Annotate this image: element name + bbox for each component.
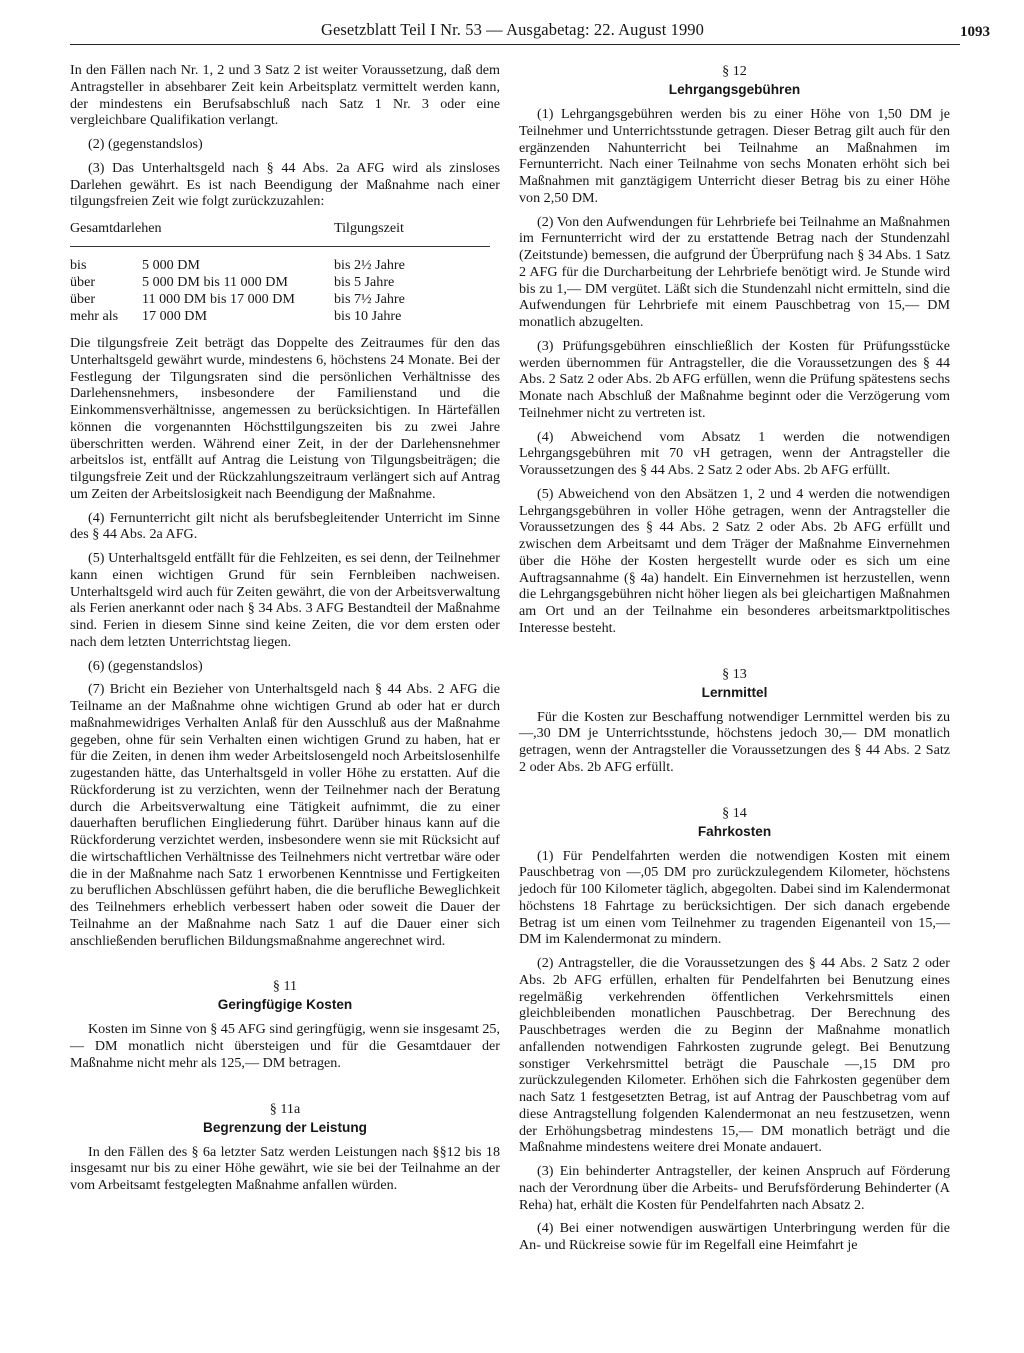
paragraph-3: (3) Das Unterhaltsgeld nach § 44 Abs. 2a AFG wird als zinsloses Darlehen gewährt. Es ist nach Beendigung der Maßnahme nach einer tilgungsfreien Zeit wie folgt zurückzuzahlen: — [70, 159, 500, 210]
page-number: 1093 — [960, 24, 990, 40]
table-cell-period: bis 2½ Jahre — [334, 257, 405, 273]
section-12-number: § 12 — [722, 63, 747, 79]
section-12-paragraph-1: (1) Lehrgangsgebühren werden bis zu einer Höhe von 1,50 DM je Teilnehmer und Unterrichtsstunde getragen. Dieser Betrag gilt auch für den ergänzenden Nahunterricht bei Teilnahme an Maßnahmen im Fernunterricht. Nach einer Teilnahme von sechs Monaten erhöht sich bei Maßnahmen mit ganztägigem Unterricht dieser Betrag bis zu einer Höhe von 2,50 DM. — [519, 106, 950, 206]
section-13-paragraph: Für die Kosten zur Beschaffung notwendiger Lernmittel werden bis zu —,30 DM je Unterrichtsstunde, höchstens jedoch 30,— DM monatlich getragen, wenn der Antragsteller die Voraussetzungen des § 44 Abs. 2 Satz 2 oder Abs. 2b AFG erfüllt. — [519, 708, 950, 775]
table-row — [70, 257, 500, 274]
table-cell-amount: 17 000 DM — [142, 308, 207, 324]
section-11a-title: Begrenzung der Leistung — [203, 1119, 367, 1135]
table-cell-qualifier: bis — [70, 257, 87, 273]
table-cell-qualifier: über — [70, 291, 96, 307]
section-12-paragraph-4: (4) Abweichend vom Absatz 1 werden die notwendigen Lehrgangsgebühren mit 70 vH getragen, wenn der Antragsteller die Voraussetzungen des § 44 Abs. 2 Satz 2 oder Abs. 2b AFG erfüllt. — [519, 428, 950, 478]
section-13-number: § 13 — [722, 665, 747, 682]
table-row — [70, 274, 500, 291]
page-header — [70, 18, 990, 46]
section-14-paragraph-2: (2) Antragsteller, die die Voraussetzungen des § 44 Abs. 2 Satz 2 oder Abs. 2b AFG erfüllen, erhalten für Pendelfahrten bei Benutzung eines regelmäßig verkehrenden öffentlichen Verkehrsmittels einen gleichbleibenden monatlichen Pauschbetrag. Der Berechnung des Pauschbetrages werden die zu Beginn der Maßnahme monatlich anfallenden notwendigen Fahrkosten zugrunde gelegt. Bei Benutzung sonstiger Verkehrsmittel beträgt die Pauschale —,15 DM pro zurückzulegenden Kilometer. Erhöhen sich die Fahrkosten gegenüber dem nach Satz 1 festgesetzten Betrag, ist auf Antrag der Pauschbetrag vom auf diese Antragstellung folgenden Kalendermonat an neu festzusetzen, wenn der Erhöhungsbetrag mindestens 15,— DM monatlich beträgt und die Maßnahme mindestens weitere drei Monate andauert. — [519, 955, 950, 1156]
paragraph-continued: In den Fällen nach Nr. 1, 2 und 3 Satz 2 ist weiter Voraussetzung, daß dem Antragsteller in absehbarer Zeit kein Arbeitsplatz vermittelt werden kann, der mindestens ein Berufsabschluß nach Satz 1 Nr. 3 oder eine vergleichbare Qualifikation verlangt. — [70, 62, 500, 129]
left-column — [70, 62, 500, 1201]
table-cell-period: bis 5 Jahre — [334, 274, 395, 290]
paragraph-7: (7) Bricht ein Bezieher von Unterhaltsgeld nach § 44 Abs. 2 AFG die Teilname an der Maßnahme ohne wichtigen Grund ab oder hat er durch maßnahmewidriges Verhalten Anlaß für den Ausschluß aus der Maßnahme gegeben, ohne für sein Verhalten einen wichtigen Grund zu haben, hat er für die Zeiten, in denen ihm weder Arbeitslosengeld noch Arbeitslosenhilfe zugestanden hätte, das Unterhaltsgeld in voller Höhe zu erstatten. Auf die Rückforderung ist zu verzichten, wenn der Teilnehmer nach der Beratung durch die Arbeitsverwaltung eine Tätigkeit aufnimmt, die zu einer dauerhaften beruflichen Eingliederung führt. Darüber hinaus kann auf die Rückforderung verzichtet werden, insbesondere wenn sie mit Rücksicht auf die wirtschaftlichen Verhältnisse des Teilnehmers nicht vertretbar wäre oder die in der Maßnahme nach Satz 1 erworbenen Kenntnisse und Fertigkeiten zu beruflichen Abschlüssen geführt haben, die die berufliche Beweglichkeit des Teilnehmers erheblich verbessert haben oder soweit die Dauer der Teilnahme an der Maßnahme nach Satz 1 auf die Dauer einer sich anschließenden beruflichen Bildungsmaßnahme angerechnet wird. — [70, 681, 500, 949]
table-header-row — [70, 220, 500, 242]
paragraph-repayment-rules: Die tilgungsfreie Zeit beträgt das Doppelte des Zeitraumes für den das Unterhaltsgeld gewährt wurde, mindestens 6, höchstens 24 Monate. Bei der Festlegung der Tilgungsraten sind die persönlichen Verhältnisse des Darlehensnehmers, insbesondere der Familienstand und die Einkommensverhältnisse, angemessen zu berücksichtigen. In Härtefällen können die vorgenannten Höchsttilgungszeiten bis zu zwei Jahre überschritten werden. Während einer Zeit, in der der Darlehensnehmer arbeitslos ist, entfällt auf Antrag die Leistung von Tilgungsbeiträgen; die tilgungsfreie Zeit und der Rückzahlungszeitraum verlängert sich auf Antrag um Zeiten der Arbeitslosigkeit nach Beendigung der Maßnahme. — [70, 335, 500, 502]
paragraph-2: (2) (gegenstandslos) — [88, 136, 203, 152]
paragraph-6: (6) (gegenstandslos) — [88, 657, 203, 674]
section-11a-paragraph: In den Fällen des § 6a letzter Satz werden Leistungen nach §§12 bis 18 insgesamt nur bis zu einer Höhe gewährt, wie sie bei der Teilnahme an der vom Arbeitsamt festgelegten Maßnahme anfallen würden. — [70, 1143, 500, 1193]
section-11-title: Geringfügige Kosten — [217, 997, 353, 1013]
table-cell-amount: 5 000 DM — [142, 257, 200, 273]
table-header-repayment-period: Tilgungszeit — [334, 220, 404, 236]
section-12-title: Lehrgangsgebühren — [668, 82, 801, 97]
table-header-total-loan: Gesamtdarlehen — [70, 220, 162, 236]
right-column — [519, 62, 950, 1261]
header-rule — [70, 44, 960, 45]
section-14-paragraph-3: (3) Ein behinderter Antragsteller, der keinen Anspruch auf Förderung nach der Verordnung über die Arbeits- und Berufsförderung Behinderter (A Reha) hat, erhält die Kosten für Pendelfahrten nach Absatz 2. — [519, 1163, 950, 1213]
section-12-paragraph-5: (5) Abweichend von den Absätzen 1, 2 und 4 werden die notwendigen Lehrgangsgebühren in voller Höhe getragen, wenn der Antragsteller die Voraussetzungen des § 44 Abs. 2 Satz 2 oder Abs. 2b AFG erfüllt und zwischen dem Arbeitsamt und dem Träger der Maßnahme Einvernehmen über die Höhe der Kosten hergestellt wurde oder es sich um eine Auftragsannahme (§ 4a) handelt. Ein Einvernehmen ist herzustellen, wenn die Lehrgangsgebühren nicht höher liegen als bei gleichartigen Maßnahmen am Ort und an der Teilnahme ein besonderes arbeitsmarktpolitisches Interesse besteht. — [519, 485, 950, 636]
section-14-number: § 14 — [722, 804, 747, 821]
section-12-paragraph-3: (3) Prüfungsgebühren einschließlich der Kosten für Prüfungsstücke werden übernommen für Antragsteller, die die Voraussetzungen des § 44 Abs. 2 Satz 2 oder Abs. 2b AFG erfüllen, wenn die Prüfung spätestens sechs Monate nach Abschluß der Maßnahme beginnt oder die Verzögerung vom Teilnehmer nicht zu vertreten ist. — [519, 337, 950, 421]
section-11-number: § 11 — [272, 978, 298, 995]
section-13-title: Lernmittel — [701, 684, 768, 700]
header-title: Gesetzblatt Teil I Nr. 53 — Ausgabetag: 22. August 1990 — [320, 20, 705, 39]
table-cell-period: bis 10 Jahre — [334, 308, 402, 324]
section-12-paragraph-2: (2) Von den Aufwendungen für Lehrbriefe bei Teilnahme an Maßnahmen im Fernunterricht wird der zu erstattende Betrag nach der Stundenzahl (Zeitstunde) bemessen, die aufgrund der Überprüfung nach § 34 Abs. 1 Satz 2 AFG für die Durcharbeitung der Lehrbriefe benötigt wird. Je Stunde wird bis zu 1,— DM vergütet. Läßt sich die Stundenzahl nicht ermitteln, sind die Aufwendungen für Lehrbriefe mit einem Pauschbetrag von 15,— DM monatlich abzugelten. — [519, 213, 950, 330]
paragraph-5: (5) Unterhaltsgeld entfällt für die Fehlzeiten, es sei denn, der Teilnehmer kann einen wichtigen Grund für sein Fernbleiben nachweisen. Unterhaltsgeld wird auch für Zeiten gewährt, die von der Arbeitsverwaltung als Ferien anerkannt oder nach § 34 Abs. 3 AFG Bestandteil der Maßnahme sind. Ferien in diesem Sinne sind keine Zeiten, die vor dem ersten oder nach dem letzten Unterrichtstag liegen. — [70, 550, 500, 650]
section-14-title: Fahrkosten — [697, 823, 772, 839]
table-cell-qualifier: mehr als — [70, 308, 119, 324]
section-14-paragraph-1: (1) Für Pendelfahrten werden die notwendigen Kosten mit einem Pauschbetrag von —,05 DM pro zurückzulegendem Kilometer, höchstens jedoch für 100 Kilometer täglich, abgegolten. Dabei sind im Kalendermonat höchstens 18 Fahrtage zu berücksichtigen. Der sich danach ergebende Betrag ist um einen vom Teilnehmer zu tragenden Eigenanteil von 15,— DM im Kalendermonat zu mindern. — [519, 847, 950, 948]
section-14-paragraph-4: (4) Bei einer notwendigen auswärtigen Unterbringung werden für die An- und Rückreise sowie für im Regelfall eine Heimfahrt je — [519, 1220, 950, 1253]
table-rule — [70, 246, 490, 247]
table-cell-amount: 11 000 DM bis 17 000 DM — [142, 291, 295, 307]
repayment-table — [70, 220, 500, 325]
table-cell-amount: 5 000 DM bis 11 000 DM — [142, 274, 288, 290]
table-row — [70, 308, 500, 325]
section-11-paragraph: Kosten im Sinne von § 45 AFG sind geringfügig, wenn sie insgesamt 25,— DM monatlich nicht übersteigen und für die Gesamtdauer der Maßnahme nicht mehr als 125,— DM betragen. — [70, 1021, 500, 1071]
table-row — [70, 291, 500, 308]
paragraph-4: (4) Fernunterricht gilt nicht als berufsbegleitender Unterricht im Sinne des § 44 Abs. 2a AFG. — [70, 509, 500, 543]
table-cell-period: bis 7½ Jahre — [334, 291, 405, 307]
table-cell-qualifier: über — [70, 274, 96, 290]
section-11a-number: § 11a — [269, 1100, 301, 1117]
